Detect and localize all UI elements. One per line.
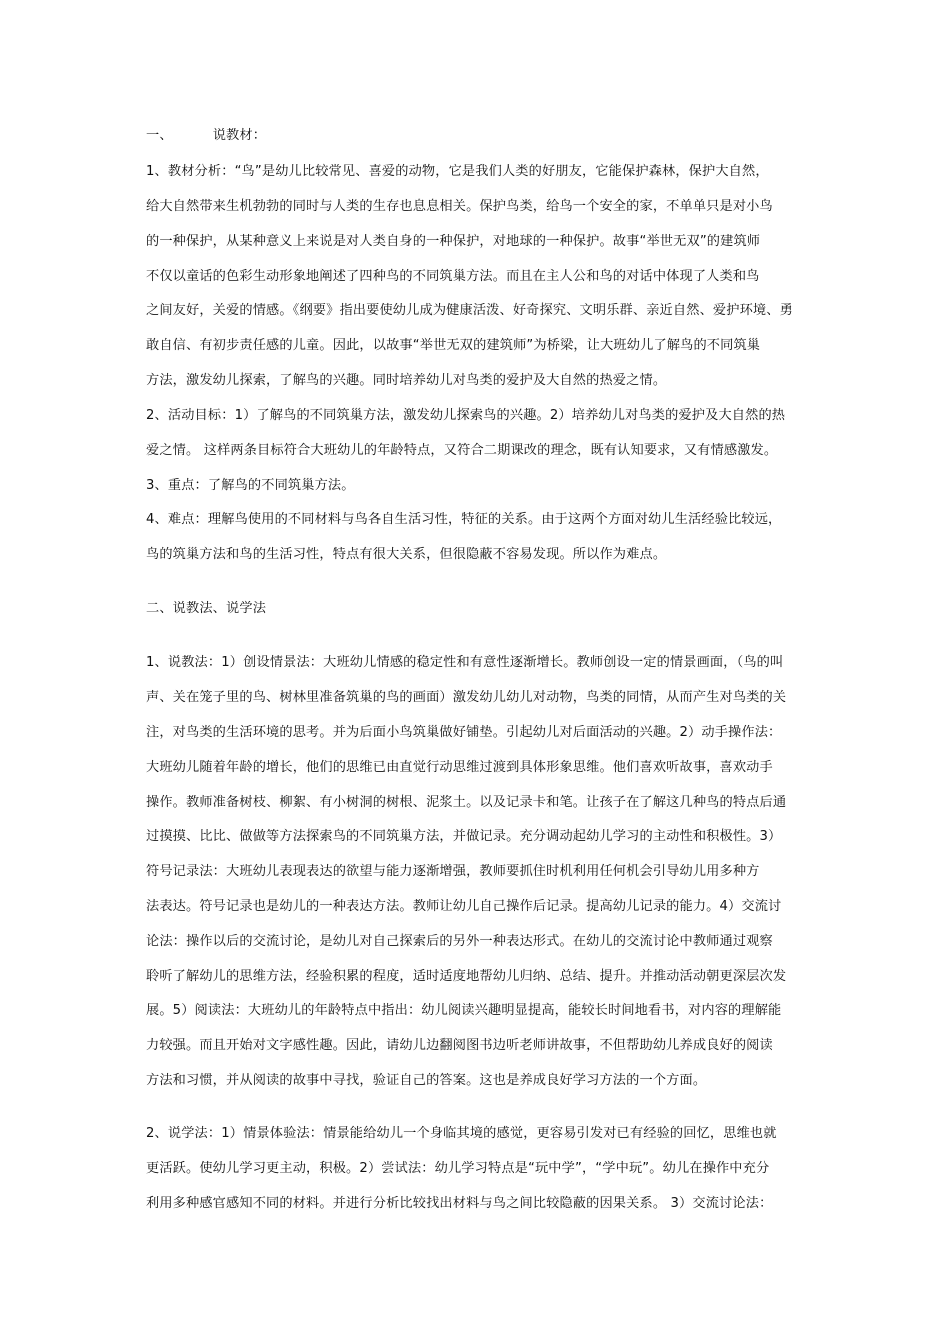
text-line: 鸟的筑巢方法和鸟的生活习性，特点有很大关系，但很隐蔽不容易发现。所以作为难点。 xyxy=(146,547,667,562)
text-line: 给大自然带来生机勃勃的同时与人类的生存也息息相关。保护鸟类，给鸟一个安全的家，不单单只是对小鸟 xyxy=(146,199,773,214)
text-line: 符号记录法：大班幼儿表现表达的欲望与能力逐渐增强，教师要抓住时机利用任何机会引导幼儿用多种方 xyxy=(146,864,760,879)
text-line: 法表达。符号记录也是幼儿的一种表达方法。教师让幼儿自己操作后记录。提高幼儿记录的能力。4）交流讨 xyxy=(146,899,782,914)
text-line: 聆听了解幼儿的思维方法，经验积累的程度，适时适度地帮幼儿归纳、总结、提升。并推动活动朝更深层次发 xyxy=(146,969,787,984)
text-line: 方法，激发幼儿探索，了解鸟的兴趣。同时培养幼儿对鸟类的爱护及大自然的热爱之情。 xyxy=(146,373,667,388)
text-line: 的一种保护，从某种意义上来说是对人类自身的一种保护，对地球的一种保护。故事“举世无双”的建筑师 xyxy=(146,234,761,249)
text-line: 2、活动目标：1）了解鸟的不同筑巢方法，激发幼儿探索鸟的兴趣。2）培养幼儿对鸟类的爱护及大自然的热 xyxy=(146,408,786,423)
text-line: 声、关在笼子里的鸟、树林里准备筑巢的鸟的画面）激发幼儿幼儿对动物，鸟类的同情，从而产生对鸟类的关 xyxy=(146,690,787,705)
text-line: 1、教材分析：“鸟”是幼儿比较常见、喜爱的动物，它是我们人类的好朋友，它能保护森林，保护大自然， xyxy=(146,164,769,179)
text-line: 力较强。而且开始对文字感性趣。因此，请幼儿边翻阅图书边听老师讲故事，不但帮助幼儿养成良好的阅读 xyxy=(146,1038,773,1053)
text-line: 方法和习惯，并从阅读的故事中寻找，验证自己的答案。这也是养成良好学习方法的一个方面。 xyxy=(146,1073,707,1088)
text-line: 操作。教师准备树枝、柳絮、有小树洞的树根、泥浆土。以及记录卡和笔。让孩子在了解这几种鸟的特点后通 xyxy=(146,795,787,810)
text-line: 注，对鸟类的生活环境的思考。并为后面小鸟筑巢做好铺垫。引起幼儿对后面活动的兴趣。2）动手操作法： xyxy=(146,725,782,740)
section-1-number: 一、 xyxy=(146,128,173,143)
text-line: 1、说教法：1）创设情景法：大班幼儿情感的稳定性和有意性逐渐增长。教师创设一定的情景画面，（鸟的叫 xyxy=(146,655,784,670)
text-line: 4、难点：理解鸟使用的不同材料与鸟各自生活习性，特征的关系。由于这两个方面对幼儿生活经验比较远， xyxy=(146,512,782,527)
section-1-title: 说教材： xyxy=(212,128,267,143)
text-line: 3、重点：了解鸟的不同筑巢方法。 xyxy=(146,478,355,493)
text-line: 不仅以童话的色彩生动形象地阐述了四种鸟的不同筑巢方法。而且在主人公和鸟的对话中体现了人类和鸟 xyxy=(146,269,760,284)
section-1-heading xyxy=(146,127,266,145)
text-line: 利用多种感官感知不同的材料。并进行分析比较找出材料与鸟之间比较隐蔽的因果关系。 3）交流讨论法： xyxy=(146,1196,773,1211)
section-2-heading: 二、说教法、说学法 xyxy=(146,601,267,616)
text-line: 之间友好，关爱的情感。《纲要》指出要使幼儿成为健康活泼、好奇探究、文明乐群、亲近自然、爱护环境、勇 xyxy=(146,303,793,318)
text-line: 论法：操作以后的交流讨论，是幼儿对自己探索后的另外一种表达形式。在幼儿的交流讨论中教师通过观察 xyxy=(146,934,773,949)
text-line: 爱之情。 这样两条目标符合大班幼儿的年龄特点，又符合二期课改的理念，既有认知要求，又有情感激发。 xyxy=(146,443,778,458)
text-line: 过摸摸、比比、做做等方法探索鸟的不同筑巢方法，并做记录。充分调动起幼儿学习的主动性和积极性。3） xyxy=(146,829,782,844)
text-line: 敢自信、有初步责任感的儿童。因此，以故事“举世无双的建筑师”为桥梁，让大班幼儿了解鸟的不同筑巢 xyxy=(146,338,761,353)
text-line: 展。5）阅读法：大班幼儿的年龄特点中指出：幼儿阅读兴趣明显提高，能较长时间地看书，对内容的理解能 xyxy=(146,1003,782,1018)
text-line: 大班幼儿随着年龄的增长，他们的思维已由直觉行动思维过渡到具体形象思维。他们喜欢听故事，喜欢动手 xyxy=(146,760,773,775)
text-line: 更活跃。使幼儿学习更主动，积极。2）尝试法：幼儿学习特点是“玩中学”，“学中玩”。幼儿在操作中充分 xyxy=(146,1161,770,1176)
text-line: 2、说学法：1）情景体验法：情景能给幼儿一个身临其境的感觉，更容易引发对已有经验的回忆，思维也就 xyxy=(146,1126,777,1141)
